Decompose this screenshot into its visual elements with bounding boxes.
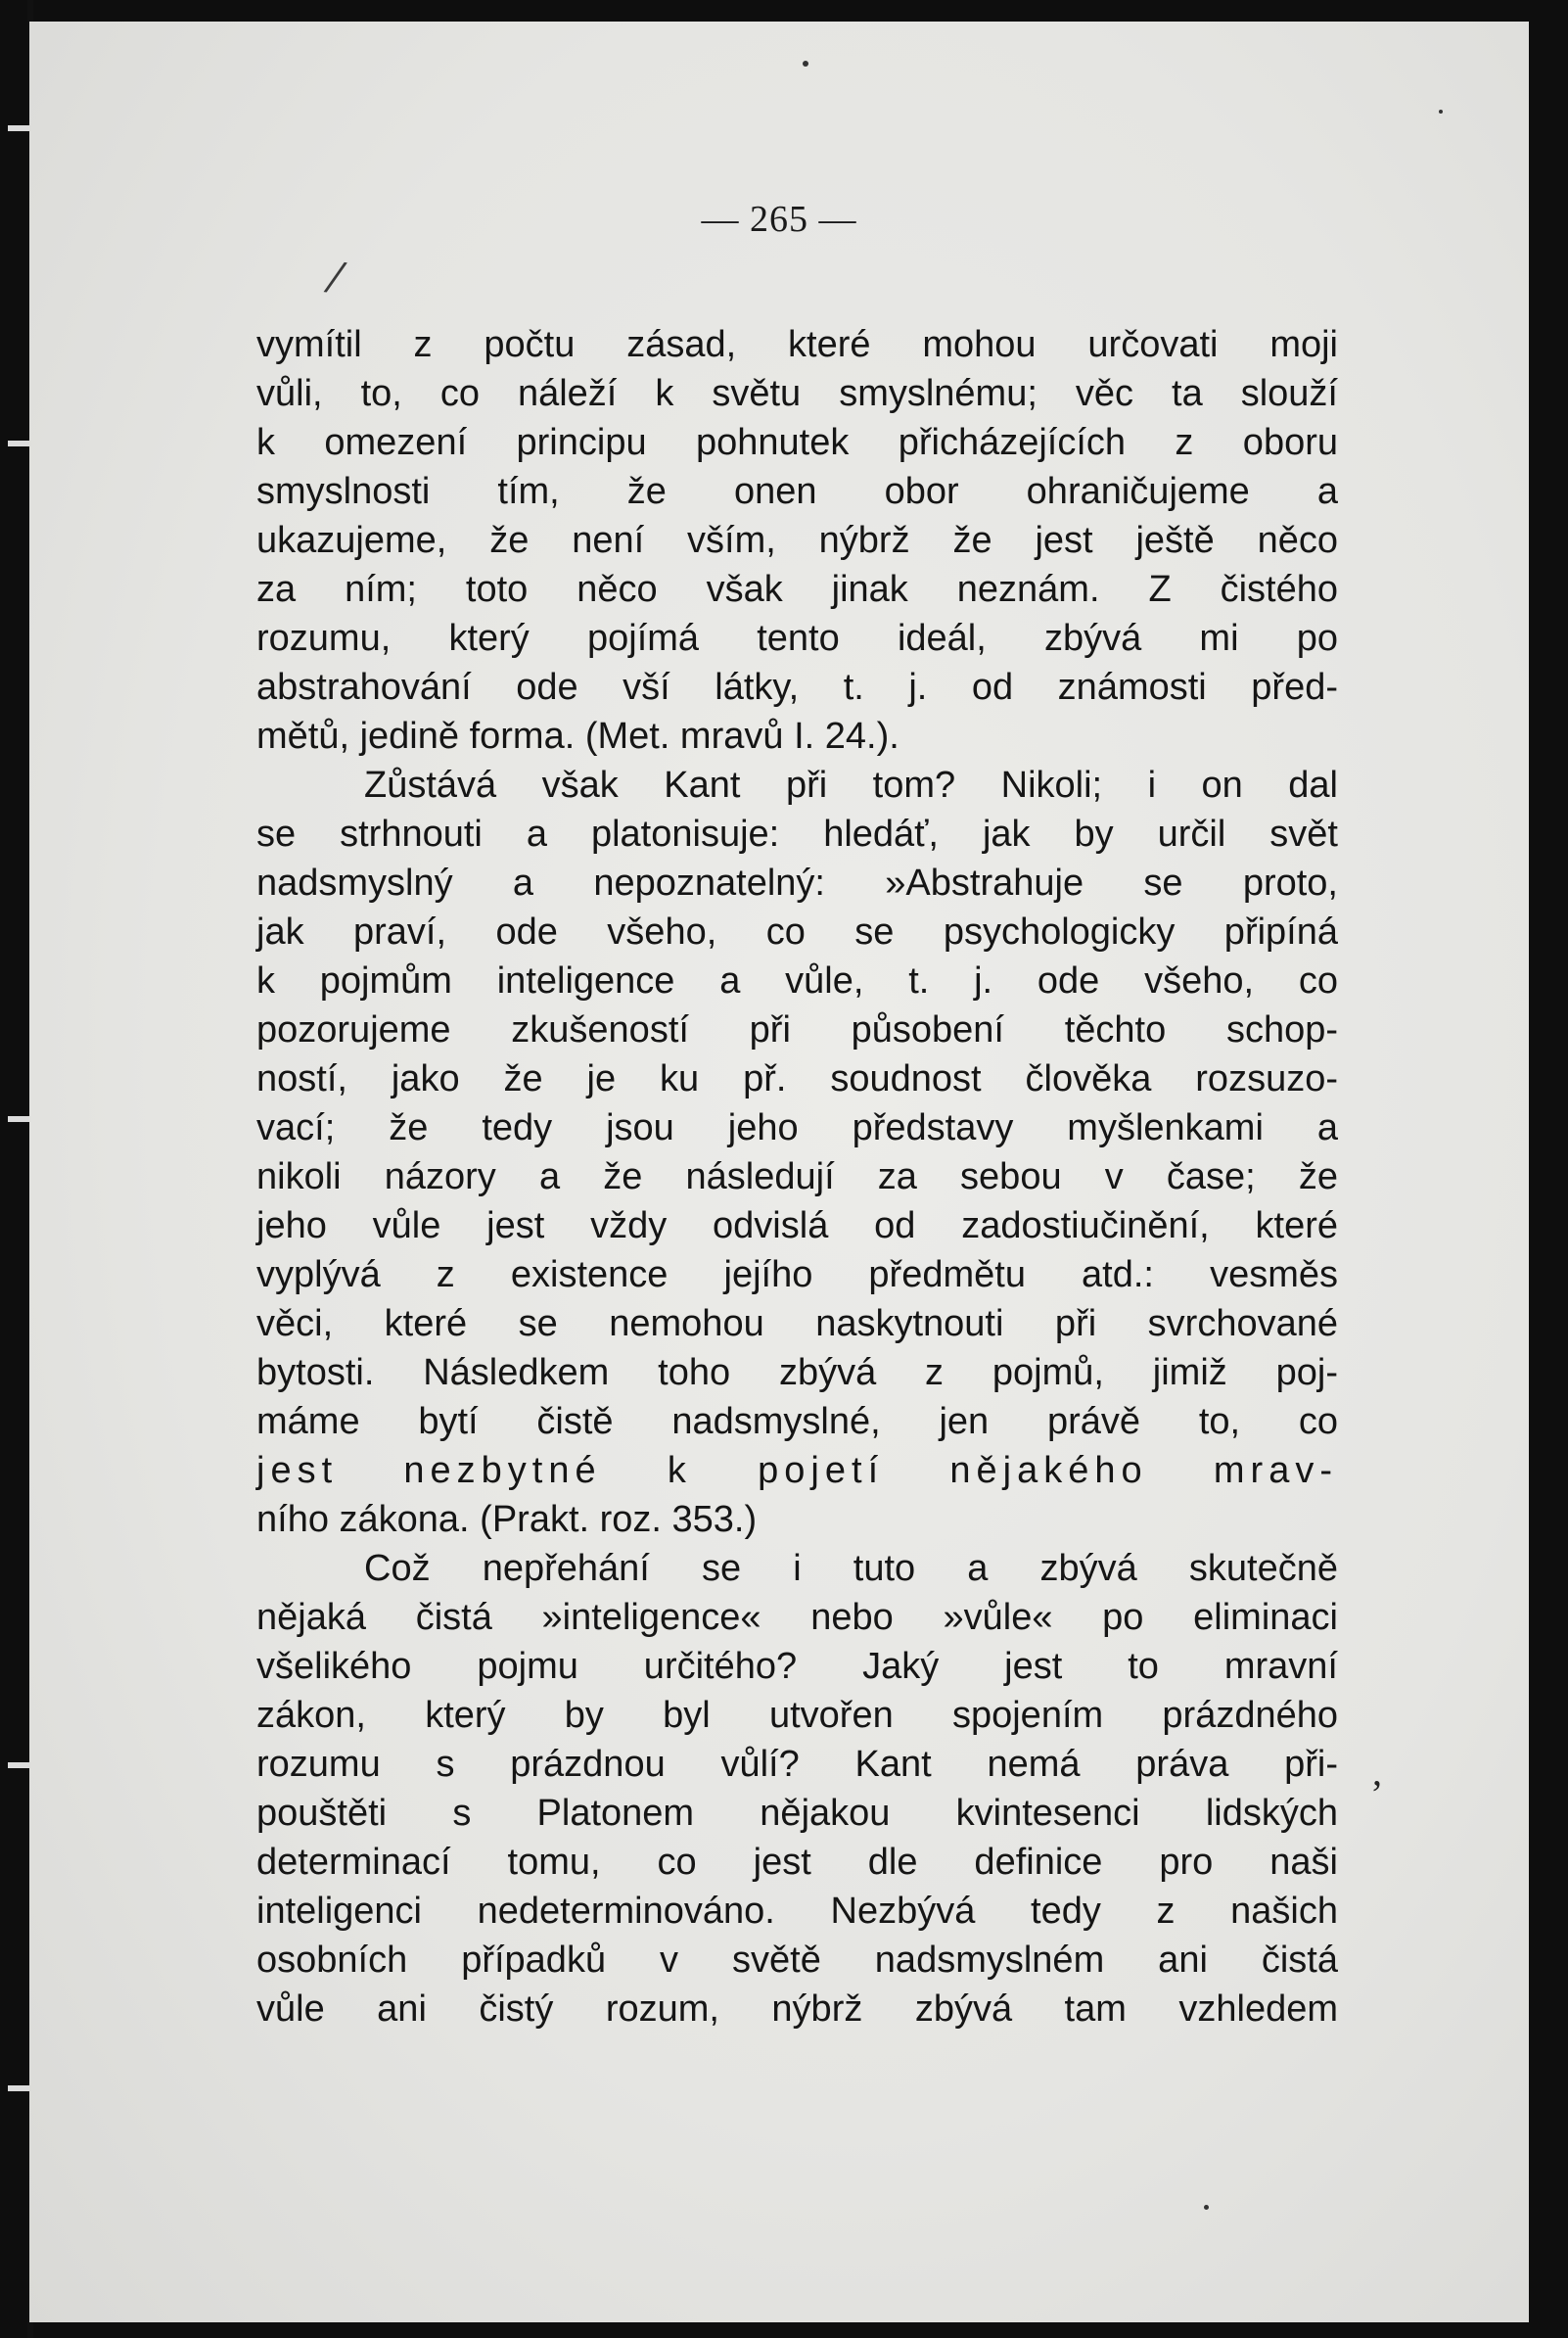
text-line-18: nikoli názory a že následují za sebou v čase; že (256, 1156, 1338, 1197)
paper-speck (1439, 110, 1443, 114)
text-line-30: rozumu s prázdnou vůlí? Kant nemá práva při- (256, 1744, 1338, 1785)
text-line-14: k pojmům inteligence a vůle, t. j. ode všeho, co (256, 960, 1338, 1002)
paper-speck (803, 61, 808, 67)
pencil-mark: / (325, 254, 346, 301)
text-line-32: determinací tomu, co jest dle definice pro naši (256, 1842, 1338, 1883)
text-line-7: rozumu, který pojímá tento ideál, zbývá mi po (256, 618, 1338, 659)
scan-border-left (0, 0, 29, 2338)
page-body-text (256, 320, 1338, 2034)
text-line-21: věci, které se nemohou naskytnouti při svrchované (256, 1303, 1338, 1344)
text-line-10: Zůstává však Kant při tom? Nikoli; i on dal (364, 765, 1338, 806)
paper-speck (1204, 2205, 1209, 2210)
text-line-1: vymítil z počtu zásad, které mohou určovati moji (256, 324, 1338, 365)
text-line-12: nadsmyslný a nepoznatelný: »Abstrahuje se proto, (256, 863, 1338, 904)
text-line-11: se strhnouti a platonisuje: hledáť, jak by určil svět (256, 814, 1338, 855)
text-line-5: ukazujeme, že není vším, nýbrž že jest ještě něco (256, 520, 1338, 561)
text-line-4: smyslnosti tím, že onen obor ohraničujeme a (256, 471, 1338, 512)
text-line-20: vyplývá z existence jejího předmětu atd.: vesměs (256, 1254, 1338, 1295)
text-line-27: nějaká čistá »inteligence« nebo »vůle« po eliminaci (256, 1597, 1338, 1638)
text-line-24: jest nezbytné k pojetí nějakého mrav- (256, 1450, 1338, 1491)
text-line-16: ností, jako že je ku př. soudnost člověka rozsuzo- (256, 1058, 1338, 1099)
text-line-3: k omezení principu pohnutek přicházejících z oboru (256, 422, 1338, 463)
text-line-17: vací; že tedy jsou jeho představy myšlenkami a (256, 1107, 1338, 1148)
text-line-9: mětů, jedině forma. (Met. mravů I. 24.). (256, 716, 899, 757)
stray-mark: , (1372, 1750, 1382, 1794)
text-line-13: jak praví, ode všeho, co se psychologicky připíná (256, 912, 1338, 953)
text-line-2: vůli, to, co náleží k světu smyslnému; věc ta slouží (256, 373, 1338, 414)
text-line-34: osobních případků v světě nadsmyslném ani čistá (256, 1940, 1338, 1981)
book-page (29, 22, 1529, 2322)
text-line-8: abstrahování ode vší látky, t. j. od známosti před- (256, 667, 1338, 708)
binding-tick (8, 1762, 29, 1768)
binding-tick (8, 125, 29, 131)
text-line-28: všelikého pojmu určitého? Jaký jest to mravní (256, 1646, 1338, 1687)
text-line-15: pozorujeme zkušeností při působení těchto schop- (256, 1009, 1338, 1051)
text-line-26: Což nepřehání se i tuto a zbývá skutečně (364, 1548, 1338, 1589)
text-line-25: ního zákona. (Prakt. roz. 353.) (256, 1499, 758, 1540)
text-line-33: inteligenci nedeterminováno. Nezbývá tedy z našich (256, 1891, 1338, 1932)
page-number: — 265 — (701, 199, 857, 240)
binding-tick (8, 2085, 29, 2091)
binding-tick (8, 1116, 29, 1122)
text-line-29: zákon, který by byl utvořen spojením prázdného (256, 1695, 1338, 1736)
text-line-35: vůle ani čistý rozum, nýbrž zbývá tam vzhledem (256, 1988, 1338, 2030)
text-line-6: za ním; toto něco však jinak neznám. Z čistého (256, 569, 1338, 610)
text-line-19: jeho vůle jest vždy odvislá od zadostiučinění, které (256, 1205, 1338, 1246)
text-line-22: bytosti. Následkem toho zbývá z pojmů, jimiž poj- (256, 1352, 1338, 1393)
text-line-23: máme bytí čistě nadsmyslné, jen právě to, co (256, 1401, 1338, 1442)
text-line-31: pouštěti s Platonem nějakou kvintesenci lidských (256, 1793, 1338, 1834)
binding-tick (8, 441, 29, 446)
